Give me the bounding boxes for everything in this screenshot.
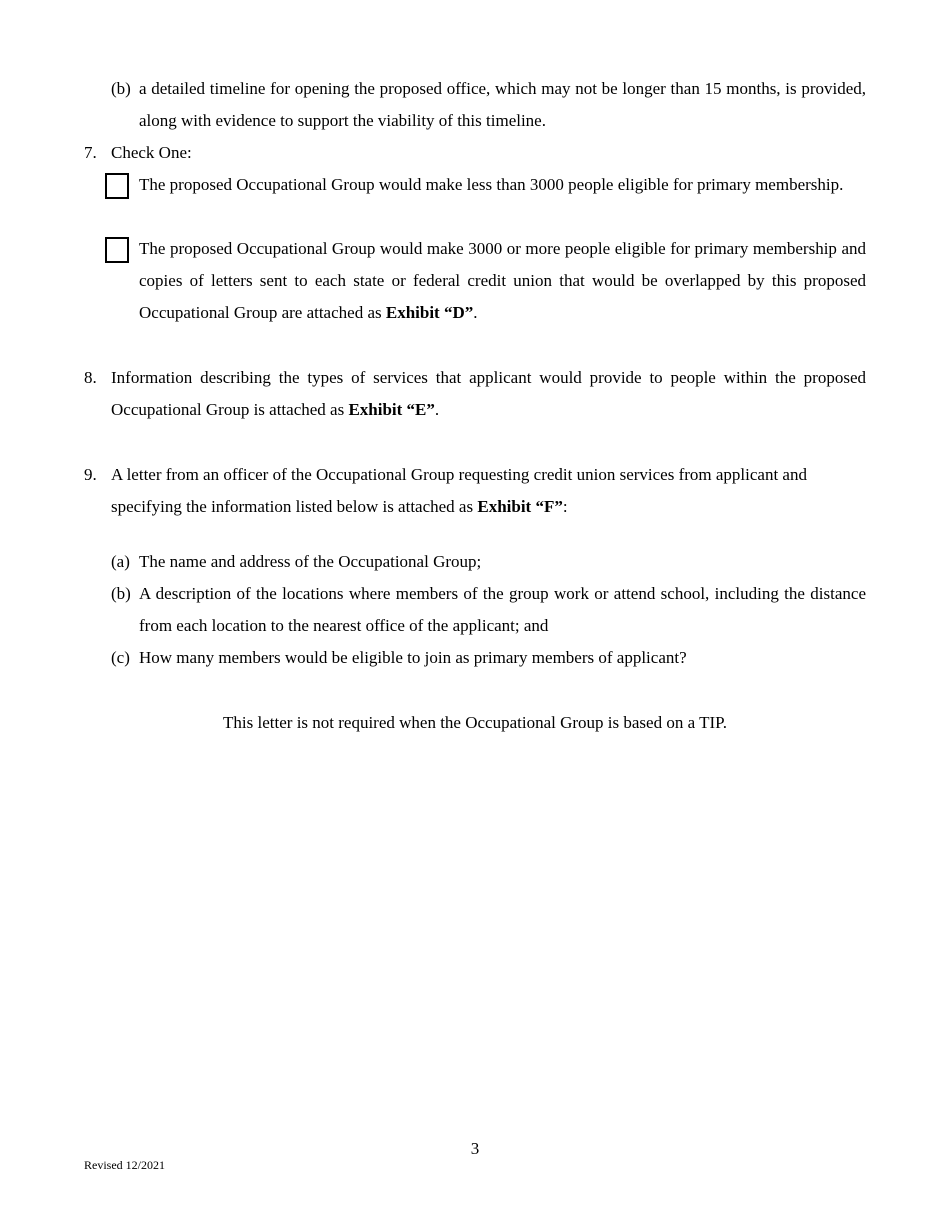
item-9c-label: (c) [111,648,130,667]
item-6b-label: (b) [111,79,131,98]
tip-note: This letter is not required when the Occupational Group is based on a TIP. [223,713,727,732]
exhibit-d-label: Exhibit “D” [385,303,474,322]
item-6b-text: a detailed timeline for opening the proposed office, which may not be longer than 15 months, is provided, along with evidence to support the viability of this timeline. [139,79,866,130]
item-7-option-2-end: . [473,303,478,322]
item-8 [111,362,866,426]
item-7-number: 7. [84,143,97,162]
item-9 [111,459,871,523]
page-number: 3 [470,1139,480,1158]
item-9c-text: How many members would be eligible to join as primary members of applicant? [139,648,687,667]
item-9a-text: The name and address of the Occupational Group; [139,552,482,571]
revised-date: Revised 12/2021 [84,1158,165,1172]
item-9b-text: A description of the locations where members of the group work or attend school, including the distance from each location to the nearest office of the applicant; and [139,584,866,635]
exhibit-e-label: Exhibit “E” [348,400,435,419]
item-9-end: : [562,497,568,516]
item-7-option-2 [139,233,866,329]
checkbox-3000-or-more[interactable] [105,237,129,263]
item-9-number: 9. [84,465,97,484]
item-9-text: A letter from an officer of the Occupational Group requesting credit union services from applicant and specifying the information listed below is attached as [111,465,807,516]
item-8-end: . [434,400,440,419]
item-9b-label: (b) [111,584,131,603]
item-9a-label: (a) [111,552,130,571]
item-7-option-2-text: The proposed Occupational Group would make 3000 or more people eligible for primary membership and copies of letters sent to each state or federal credit union that would be overlapped by this proposed Occupational Group are attached as [139,239,866,322]
item-7-title: Check One: [111,143,192,162]
item-8-number: 8. [84,368,97,387]
checkbox-less-than-3000[interactable] [105,173,129,199]
item-8-text: Information describing the types of services that applicant would provide to people within the proposed Occupational Group is attached as [111,368,866,419]
exhibit-f-label: Exhibit “F” [477,497,563,516]
item-7-option-1-text: The proposed Occupational Group would make less than 3000 people eligible for primary membership. [139,175,844,194]
